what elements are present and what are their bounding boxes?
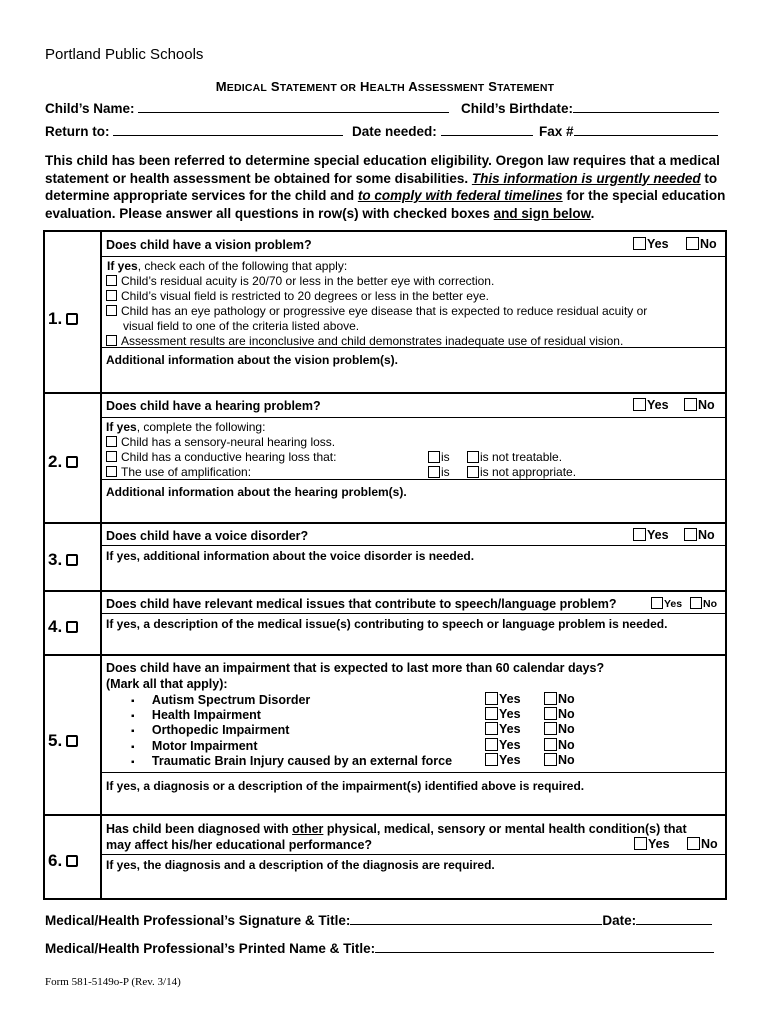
speech-note: If yes, a description of the medical issue(s) contributing to speech or language problem is needed.: [106, 617, 668, 631]
impairment-item: ▪ Health Impairment: [131, 708, 261, 722]
row-divider: [43, 814, 727, 816]
row-divider: [43, 522, 727, 524]
row-4-number: 4.: [48, 617, 78, 637]
checkbox[interactable]: [544, 692, 557, 705]
fax-input[interactable]: [574, 124, 718, 136]
child-birthdate-field: [461, 101, 719, 116]
checkbox[interactable]: [485, 738, 498, 751]
other-condition-question: Has child been diagnosed with other physical, medical, sensory or mental health condition(s) that: [106, 822, 687, 836]
checkbox[interactable]: [633, 528, 646, 541]
row-divider: [43, 392, 727, 394]
hearing-if-yes: If yes, complete the following:: [106, 420, 266, 434]
intro-paragraph: This child has been referred to determine special education eligibility. Oregon law requires that a medical statement or health assessment be obtained for some disabilities. This information is urgently needed to determine appropriate services for the child and to comply with federal timelines for the special education evaluation. Please answer all questions in row(s) with checked boxes and sign below.: [45, 153, 726, 221]
printed-name-input[interactable]: [375, 941, 714, 953]
child-birthdate-input[interactable]: [573, 101, 719, 113]
row-5-checkbox[interactable]: [66, 735, 78, 747]
vision-option[interactable]: Assessment results are inconclusive and child demonstrates inadequate use of residual vision.: [106, 334, 623, 348]
vision-option[interactable]: Child’s visual field is restricted to 20 degrees or less in the better eye.: [106, 289, 489, 303]
checkbox[interactable]: [485, 707, 498, 720]
impairment-yes[interactable]: Yes: [485, 692, 521, 706]
checkbox[interactable]: [485, 753, 498, 766]
other-condition-no[interactable]: No: [687, 837, 718, 851]
date-needed-field: [352, 124, 533, 139]
checkbox[interactable]: [633, 398, 646, 411]
impairment-item: ▪ Traumatic Brain Injury caused by an external force: [131, 754, 453, 768]
row-inner-line: [102, 613, 727, 614]
impairment-note: If yes, a diagnosis or a description of the impairment(s) identified above is required.: [106, 779, 585, 793]
signature-date-label: Date:: [602, 913, 637, 928]
checkbox[interactable]: [428, 466, 440, 478]
vision-question: Does child have a vision problem?: [106, 238, 312, 252]
checkbox[interactable]: [686, 237, 699, 250]
vision-option[interactable]: Child has an eye pathology or progressive eye disease that is expected to reduce residual acuity or: [106, 304, 647, 318]
row-divider: [43, 590, 727, 592]
vision-option[interactable]: Child’s residual acuity is 20/70 or less in the better eye with correction.: [106, 274, 494, 288]
row-2-number: 2.: [48, 452, 78, 472]
organization-name: Portland Public Schools: [45, 46, 204, 63]
checkbox[interactable]: [467, 451, 479, 463]
voice-note: If yes, additional information about the voice disorder is needed.: [106, 549, 475, 563]
child-birthdate-label: Child’s Birthdate:: [461, 101, 574, 116]
row-3-checkbox[interactable]: [66, 554, 78, 566]
row-inner-line: [102, 417, 727, 418]
speech-yes[interactable]: Yes: [651, 597, 682, 610]
checkbox[interactable]: [106, 290, 117, 301]
row-inner-line: [102, 545, 727, 546]
vision-option-continued: visual field to one of the criteria listed above.: [123, 319, 360, 333]
child-name-label: Child’s Name:: [45, 101, 135, 116]
date-needed-input[interactable]: [441, 124, 533, 136]
hearing-is-option[interactable]: is: [428, 450, 450, 464]
checkbox[interactable]: [544, 722, 557, 735]
form-title: MEDICAL STATEMENT OR HEALTH ASSESSMENT STATEMENT: [215, 79, 555, 94]
hearing-question: Does child have a hearing problem?: [106, 399, 321, 413]
impairment-no[interactable]: No: [544, 692, 575, 706]
checkbox[interactable]: [467, 466, 479, 478]
table-column-divider: [100, 230, 102, 900]
row-divider: [43, 654, 727, 656]
fax-field: [539, 124, 718, 139]
speech-medical-question: Does child have relevant medical issues that contribute to speech/language problem?: [106, 597, 617, 611]
voice-no[interactable]: No: [684, 528, 715, 542]
other-condition-yes[interactable]: Yes: [634, 837, 670, 851]
vision-yes[interactable]: Yes: [633, 237, 669, 251]
row-2-checkbox[interactable]: [66, 456, 78, 468]
signature-label: Medical/Health Professional’s Signature & Title:: [45, 913, 351, 928]
date-needed-label: Date needed:: [352, 124, 437, 139]
hearing-yes[interactable]: Yes: [633, 398, 669, 412]
checkbox[interactable]: [106, 466, 117, 477]
hearing-option[interactable]: Child has a sensory-neural hearing loss.: [106, 435, 335, 449]
impairment-question: Does child have an impairment that is expected to last more than 60 calendar days?: [106, 661, 605, 675]
impairment-item: ▪ Motor Impairment: [131, 739, 258, 753]
row-4-checkbox[interactable]: [66, 621, 78, 633]
checkbox[interactable]: [651, 597, 663, 609]
checkbox[interactable]: [684, 398, 697, 411]
hearing-additional-info: Additional information about the hearing problem(s).: [106, 485, 407, 499]
row-6-checkbox[interactable]: [66, 855, 78, 867]
hearing-not-treatable-option[interactable]: is not treatable.: [467, 450, 562, 464]
checkbox[interactable]: [633, 237, 646, 250]
hearing-option[interactable]: The use of amplification:: [106, 465, 251, 479]
voice-question: Does child have a voice disorder?: [106, 529, 309, 543]
checkbox[interactable]: [684, 528, 697, 541]
row-3-number: 3.: [48, 550, 78, 570]
row-inner-line: [102, 479, 727, 480]
child-name-input[interactable]: [138, 101, 449, 113]
checkbox[interactable]: [106, 436, 117, 447]
checkbox[interactable]: [485, 722, 498, 735]
signature-field: [45, 913, 712, 928]
impairment-item: ▪ Autism Spectrum Disorder: [131, 693, 311, 707]
checkbox[interactable]: [544, 738, 557, 751]
hearing-option[interactable]: Child has a conductive hearing loss that:: [106, 450, 336, 464]
checkbox[interactable]: [544, 753, 557, 766]
checkbox[interactable]: [106, 335, 117, 346]
checkbox[interactable]: [634, 837, 647, 850]
vision-no[interactable]: No: [686, 237, 717, 251]
row-inner-line: [102, 854, 727, 855]
voice-yes[interactable]: Yes: [633, 528, 669, 542]
row-1-checkbox[interactable]: [66, 313, 78, 325]
checkbox[interactable]: [544, 707, 557, 720]
row-1-number: 1.: [48, 309, 78, 329]
return-to-field: [45, 124, 343, 139]
impairment-yes[interactable]: Yes: [485, 738, 521, 752]
return-to-input[interactable]: [113, 124, 343, 136]
checkbox[interactable]: [106, 275, 117, 286]
hearing-no[interactable]: No: [684, 398, 715, 412]
row-inner-line: [102, 772, 727, 773]
impairment-no[interactable]: No: [544, 707, 575, 721]
other-condition-note: If yes, the diagnosis and a description of the diagnosis are required.: [106, 858, 495, 872]
row-inner-line: [102, 256, 727, 257]
impairment-yes[interactable]: Yes: [485, 722, 521, 736]
checkbox[interactable]: [106, 305, 117, 316]
row-6-number: 6.: [48, 851, 78, 871]
checkbox[interactable]: [687, 837, 700, 850]
checkbox[interactable]: [106, 451, 117, 462]
signature-input[interactable]: [350, 913, 602, 925]
hearing-is-option[interactable]: is: [428, 465, 450, 479]
row-5-number: 5.: [48, 731, 78, 751]
checkbox[interactable]: [690, 597, 702, 609]
fax-label: Fax #: [539, 124, 574, 139]
impairment-item: ▪ Orthopedic Impairment: [131, 723, 290, 737]
return-to-label: Return to:: [45, 124, 110, 139]
checkbox[interactable]: [485, 692, 498, 705]
signature-date-input[interactable]: [636, 913, 712, 925]
impairment-no[interactable]: No: [544, 738, 575, 752]
speech-no[interactable]: No: [690, 597, 717, 610]
impairment-mark-all: (Mark all that apply):: [106, 677, 228, 691]
vision-if-yes: If yes, check each of the following that apply:: [107, 259, 348, 273]
impairment-yes[interactable]: Yes: [485, 707, 521, 721]
hearing-not-appropriate-option[interactable]: is not appropriate.: [467, 465, 576, 479]
impairment-yes[interactable]: Yes: [485, 753, 521, 767]
printed-name-label: Medical/Health Professional’s Printed Name & Title:: [45, 941, 376, 956]
vision-additional-info: Additional information about the vision problem(s).: [106, 353, 398, 367]
child-name-field: [45, 101, 449, 116]
impairment-no[interactable]: No: [544, 753, 575, 767]
impairment-no[interactable]: No: [544, 722, 575, 736]
checkbox[interactable]: [428, 451, 440, 463]
form-number: Form 581-5149o-P (Rev. 3/14): [45, 976, 181, 988]
printed-name-field: [45, 941, 714, 956]
other-condition-question-line2: may affect his/her educational performance?: [106, 838, 373, 852]
